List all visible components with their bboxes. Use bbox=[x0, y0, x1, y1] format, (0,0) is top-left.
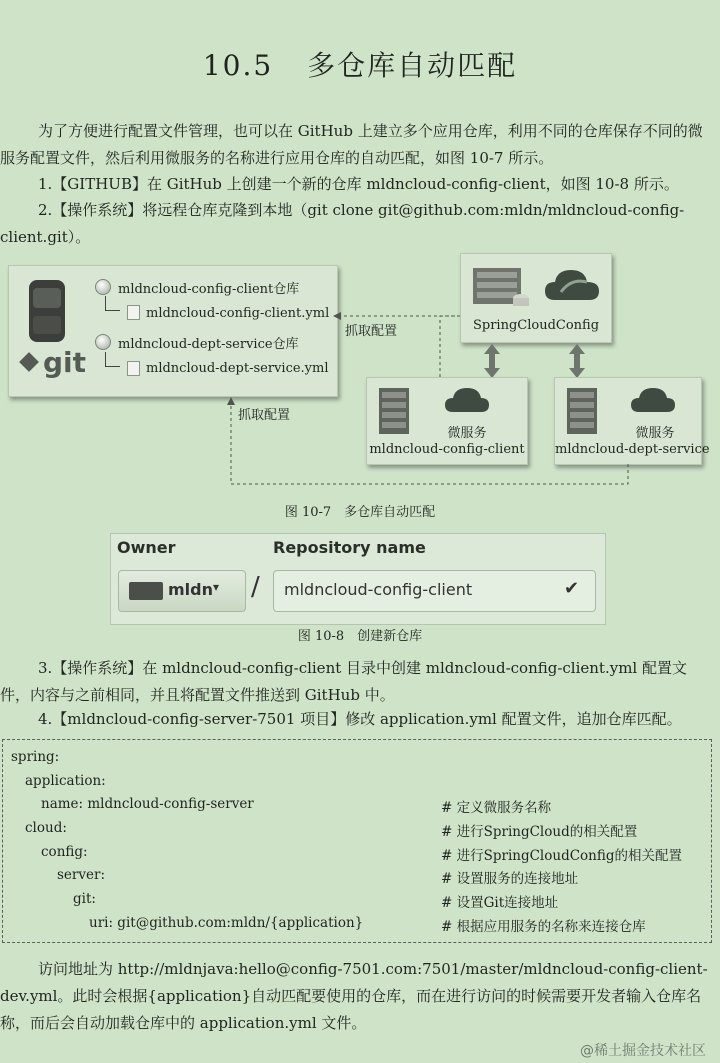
tree-connector bbox=[105, 296, 120, 311]
database-icon bbox=[95, 279, 111, 295]
owner-avatar bbox=[129, 582, 163, 600]
config-server-icon bbox=[469, 260, 533, 310]
section-number: 10.5 bbox=[202, 49, 274, 82]
step-4: 4.【mldncloud-config-server-7501 项目】修改 application.yml 配置文件，追加仓库匹配。 bbox=[38, 710, 682, 728]
database-icon bbox=[95, 334, 111, 350]
intro-paragraph: 为了方便进行配置文件管理，也可以在 GitHub 上建立多个应用仓库，利用不同的仓库保存不同的微服务配置文件，然后利用微服务的名称进行应用仓库的自动匹配，如图 10-7 所示。 bbox=[0, 122, 703, 167]
repo-name-value: mldncloud-config-client bbox=[284, 580, 473, 599]
bidirectional-arrow-icon bbox=[565, 343, 589, 379]
chevron-down-icon: ▾ bbox=[213, 580, 220, 594]
section-heading bbox=[0, 44, 720, 84]
cloud-icon bbox=[543, 264, 601, 306]
checkmark-icon: ✔ bbox=[564, 578, 580, 599]
git-logo: git bbox=[43, 346, 87, 379]
code-line: name: mldncloud-config-server bbox=[41, 796, 254, 812]
repo-name-label: Repository name bbox=[273, 538, 426, 557]
code-comment: # 设置Git连接地址 bbox=[441, 895, 559, 911]
spring-cloud-config-label: SpringCloudConfig bbox=[472, 318, 600, 333]
tree-connector bbox=[105, 352, 120, 367]
cloud-icon bbox=[629, 384, 677, 416]
step-3: 3.【操作系统】在 mldncloud-config-client 目录中创建 mldncloud-config-client.yml 配置文件，内容与之前相同，并且将配置文件推送到 GitHub 中。 bbox=[0, 659, 687, 704]
file-icon bbox=[127, 361, 140, 376]
microservice-dept-panel bbox=[554, 377, 710, 465]
owner-value: mldn bbox=[168, 580, 213, 599]
code-comment: # 进行SpringCloud的相关配置 bbox=[441, 824, 638, 840]
site-watermark: @稀土掘金技术社区 bbox=[580, 1043, 706, 1059]
repo-1-file: mldncloud-config-client.yml bbox=[146, 306, 330, 321]
code-comment: # 设置服务的连接地址 bbox=[441, 871, 579, 887]
server-tower-icon bbox=[19, 276, 77, 346]
code-comment: # 定义微服务名称 bbox=[441, 800, 552, 816]
code-line: cloud: bbox=[25, 820, 67, 836]
yaml-code-block bbox=[2, 739, 712, 943]
repo-2-file: mldncloud-dept-service.yml bbox=[146, 361, 329, 376]
section-title: 多仓库自动匹配 bbox=[307, 49, 518, 82]
repo-1-label: mldncloud-config-client仓库 bbox=[118, 282, 300, 297]
code-line: uri: git@github.com:mldn/{application} bbox=[89, 915, 364, 931]
code-line: server: bbox=[57, 867, 105, 883]
bidirectional-arrow-icon bbox=[480, 343, 504, 379]
fetch-config-label-2: 抓取配置 bbox=[238, 408, 291, 423]
step-1: 1.【GITHUB】在 GitHub 上创建一个新的仓库 mldncloud-config-client，如图 10-8 所示。 bbox=[38, 175, 679, 193]
git-repositories-panel bbox=[8, 265, 338, 397]
microservice-client-panel bbox=[366, 377, 528, 465]
owner-dropdown[interactable] bbox=[118, 570, 246, 612]
code-line: git: bbox=[73, 891, 96, 907]
server-rack-icon bbox=[565, 386, 599, 436]
microservice-2-name: mldncloud-dept-service bbox=[555, 442, 710, 457]
microservice-1-title: 微服务 bbox=[447, 426, 487, 441]
code-comment: # 根据应用服务的名称来连接仓库 bbox=[441, 919, 646, 935]
cloud-icon bbox=[443, 384, 491, 416]
git-diamond-icon bbox=[19, 352, 39, 372]
microservice-1-name: mldncloud-config-client bbox=[369, 442, 525, 457]
code-line: config: bbox=[41, 844, 88, 860]
outro-paragraph: 访问地址为 http://mldnjava:hello@config-7501.com:7501/master/mldncloud-config-client-dev.yml。此时会根据{application}自动匹配要使用的仓库，而在进行访问的时候需要开发者输入仓库名称，而后会自动加载仓库中的 application.yml 文件。 bbox=[0, 960, 708, 1032]
figure-10-7-caption: 图 10-7 多仓库自动匹配 bbox=[284, 505, 436, 520]
step-2: 2.【操作系统】将远程仓库克隆到本地（git clone git@github.com:mldn/mldncloud-config-client.git）。 bbox=[0, 201, 685, 246]
owner-repo-separator: / bbox=[251, 572, 260, 602]
create-repo-form bbox=[110, 533, 606, 625]
owner-label: Owner bbox=[117, 538, 176, 557]
code-line: application: bbox=[25, 773, 106, 789]
server-rack-icon bbox=[377, 386, 411, 436]
figure-10-8-caption: 图 10-8 创建新仓库 bbox=[297, 629, 423, 644]
repo-2-label: mldncloud-dept-service仓库 bbox=[118, 337, 299, 352]
code-line: spring: bbox=[11, 749, 60, 765]
repo-name-input[interactable] bbox=[273, 570, 596, 612]
fetch-config-label-1: 抓取配置 bbox=[345, 324, 398, 339]
microservice-2-title: 微服务 bbox=[635, 426, 675, 441]
code-comment: # 进行SpringCloudConfig的相关配置 bbox=[441, 848, 683, 864]
file-icon bbox=[127, 305, 140, 320]
spring-cloud-config-panel bbox=[460, 253, 612, 343]
